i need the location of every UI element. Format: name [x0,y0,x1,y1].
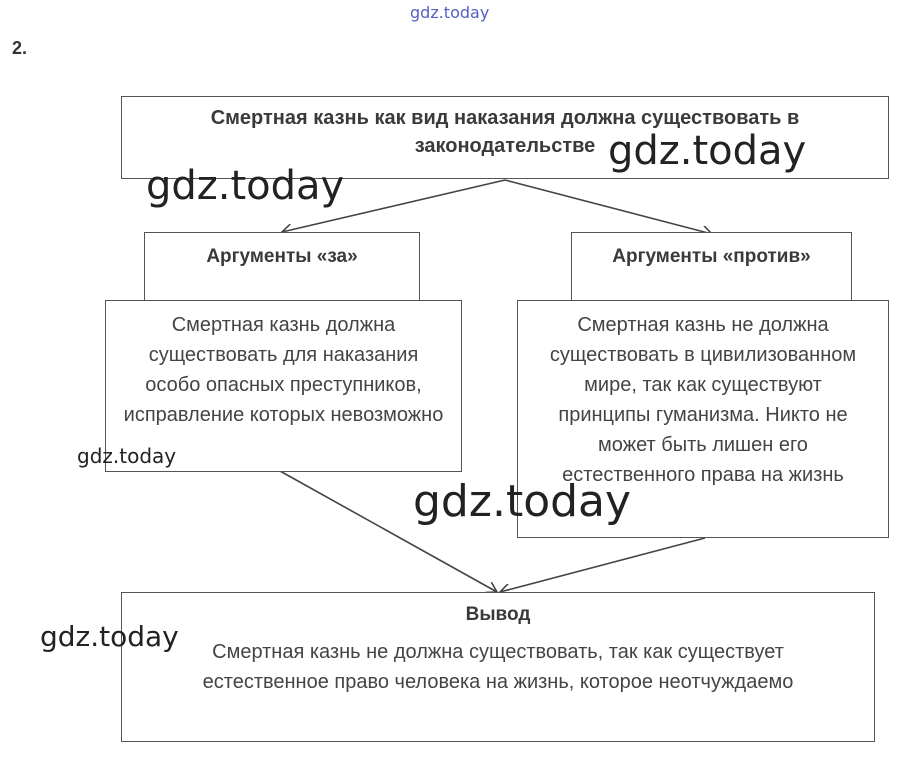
main-thesis-text: Смертная казнь как вид наказания должна существовать в законодательстве [210,107,800,157]
watermark-3: gdz.today [77,444,177,468]
conclusion-box [121,592,875,742]
conclusion-title: Вывод [465,604,531,625]
arguments-against-text: Смертная казнь не должна существовать в цивилизованном мире, так как существуют принципы гуманизма. Никто не может быть лишен его естественного права на жизнь [549,314,857,486]
watermark-4: gdz.today [413,476,632,527]
arguments-against-title-box [571,232,852,302]
arguments-for-title-box [144,232,420,302]
conclusion-text: Смертная казнь не должна существовать, так как существует естественное право человека на жизнь, которое неотчуждаемо [202,641,794,693]
watermark-5: gdz.today [40,620,179,653]
task-number: 2. [12,38,28,58]
arrow-to-against [505,180,712,234]
watermark-2: gdz.today [146,163,345,209]
watermark-1: gdz.today [608,128,807,174]
arrow-against-to-conclusion [500,538,705,592]
arguments-against-title: Аргументы «против» [612,246,811,267]
watermark-top: gdz.today [410,3,490,22]
arguments-for-title: Аргументы «за» [206,246,358,267]
arguments-for-text: Смертная казнь должна существовать для наказания особо опасных преступников, исправление которых невозможно [123,314,444,426]
